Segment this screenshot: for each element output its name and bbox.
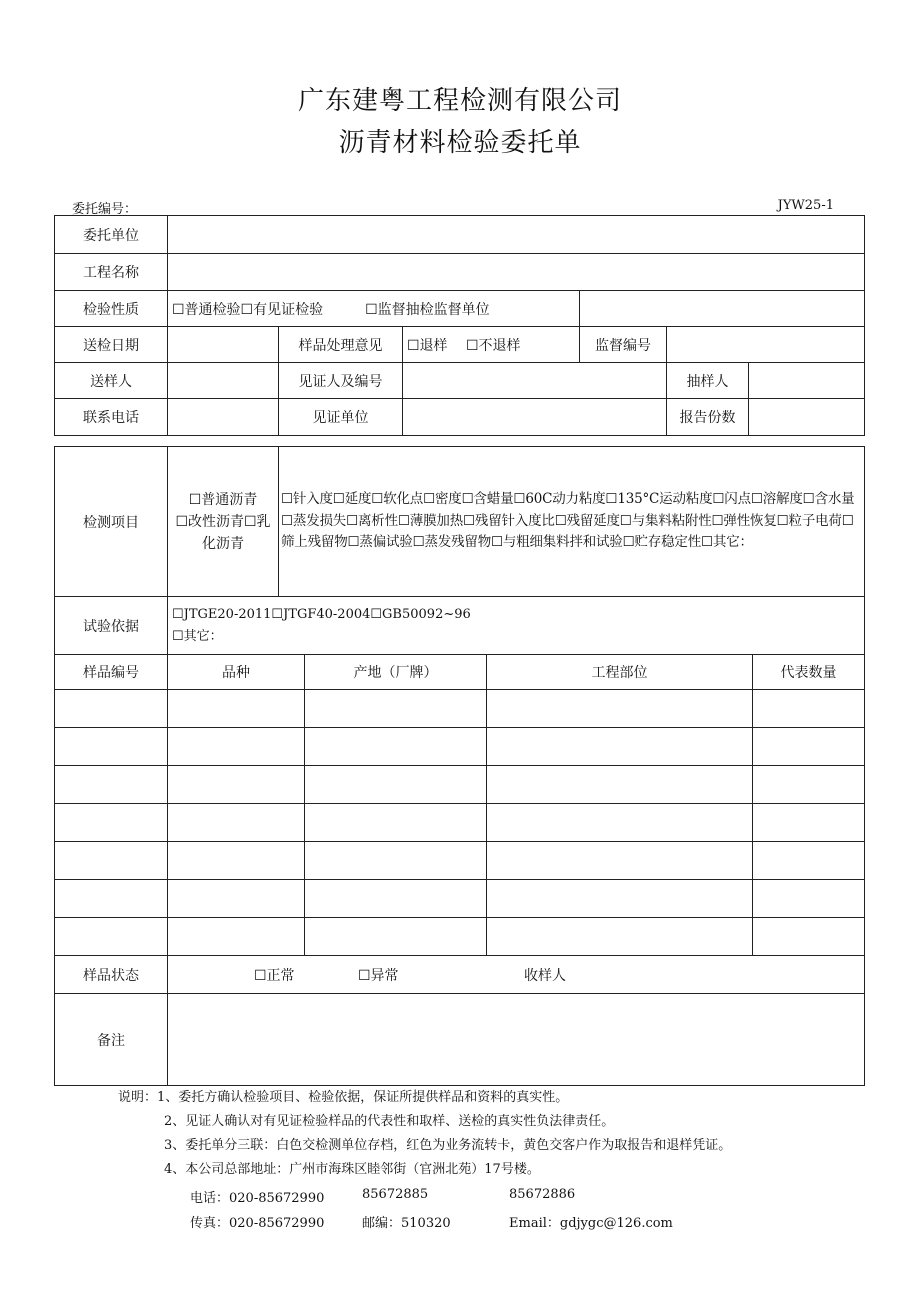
asphalt-type-normal[interactable]: ☐普通沥青	[188, 491, 258, 508]
col-project-part: 工程部位	[487, 655, 753, 690]
submit-date-field[interactable]	[168, 327, 279, 363]
supervision-unit-field[interactable]	[580, 291, 865, 327]
project-field[interactable]	[168, 254, 865, 291]
supervision-no-label: 监督编号	[580, 327, 667, 363]
origin-cell[interactable]	[305, 842, 487, 880]
variety-cell[interactable]	[168, 690, 305, 728]
note-3: 3、委托单分三联：白色交检测单位存档，红色为业务流转卡，黄色交客户作为取报告和退样凭证。	[164, 1138, 732, 1153]
origin-cell[interactable]	[305, 690, 487, 728]
origin-cell[interactable]	[305, 918, 487, 956]
table-row	[55, 766, 865, 804]
sampler-label: 抽样人	[667, 363, 749, 399]
quantity-cell[interactable]	[753, 766, 865, 804]
variety-cell[interactable]	[168, 728, 305, 766]
email-link[interactable]: Email：gdjygc@126.com	[509, 1216, 673, 1231]
table-row	[55, 880, 865, 918]
project-part-cell[interactable]	[487, 804, 753, 842]
witness-field[interactable]	[403, 363, 667, 399]
commission-info-table	[54, 215, 865, 436]
col-quantity: 代表数量	[753, 655, 865, 690]
inspection-type-label: 检验性质	[55, 291, 168, 327]
inspection-type-options[interactable]: ☐普通检验☐有见证检验 ☐监督抽检监督单位	[168, 291, 580, 327]
phone-label: 联系电话	[55, 399, 168, 436]
sample-no-cell[interactable]	[55, 880, 168, 918]
col-sample-no: 样品编号	[55, 655, 168, 690]
sample-no-cell[interactable]	[55, 804, 168, 842]
report-copies-label: 报告份数	[667, 399, 749, 436]
witness-unit-label: 见证单位	[279, 399, 403, 436]
origin-cell[interactable]	[305, 804, 487, 842]
sender-label: 送样人	[55, 363, 168, 399]
project-part-cell[interactable]	[487, 728, 753, 766]
test-basis-label: 试验依据	[55, 597, 168, 655]
quantity-cell[interactable]	[753, 690, 865, 728]
sampler-field[interactable]	[749, 363, 865, 399]
supervision-no-field[interactable]	[667, 327, 865, 363]
variety-cell[interactable]	[168, 766, 305, 804]
quantity-cell[interactable]	[753, 728, 865, 766]
test-basis-other[interactable]: ☐其它：	[172, 628, 223, 644]
table-row	[55, 728, 865, 766]
test-details-table	[54, 446, 865, 1086]
table-row	[55, 918, 865, 956]
test-items-options[interactable]: ☐针入度☐延度☐软化点☐密度☐含蜡量☐60C动力粘度☐135°C运动粘度☐闪点☐溶解度☐含水量☐蒸发损失☐离析性☐薄膜加热☐残留针入度比☐残留延度☐与集料粘附性☐弹性恢复☐粒子电荷☐筛上残留物☐蒸偏试验☐蒸发残留物☐与粗细集料拌和试验☐贮存稳定性☐其它：	[279, 447, 865, 597]
quantity-cell[interactable]	[753, 804, 865, 842]
variety-cell[interactable]	[168, 804, 305, 842]
tel-2: 85672885	[362, 1187, 429, 1202]
commission-no-label: 委托编号：	[72, 202, 138, 217]
sample-no-cell[interactable]	[55, 728, 168, 766]
table-row	[55, 842, 865, 880]
quantity-cell[interactable]	[753, 918, 865, 956]
tel-3: 85672886	[509, 1187, 576, 1202]
witness-label: 见证人及编号	[279, 363, 403, 399]
witness-unit-field[interactable]	[403, 399, 667, 436]
variety-cell[interactable]	[168, 842, 305, 880]
origin-cell[interactable]	[305, 766, 487, 804]
sample-no-cell[interactable]	[55, 690, 168, 728]
asphalt-type-modified-emulsified[interactable]: ☐改性沥青☐乳化沥青	[175, 513, 271, 552]
sample-status-label: 样品状态	[55, 956, 168, 994]
company-name: 广东建粤工程检测有限公司	[297, 86, 622, 116]
sample-no-cell[interactable]	[55, 918, 168, 956]
test-basis-options[interactable]: ☐JTGE20-2011☐JTGF40-2004☐GB50092~96	[172, 606, 471, 622]
tel-1: 电话：020-85672990	[190, 1191, 325, 1206]
form-code: JYW25-1	[777, 198, 834, 213]
client-field[interactable]	[168, 216, 865, 254]
submit-date-label: 送检日期	[55, 327, 168, 363]
quantity-cell[interactable]	[753, 842, 865, 880]
project-part-cell[interactable]	[487, 766, 753, 804]
notes	[118, 1086, 731, 1182]
sender-field[interactable]	[168, 363, 279, 399]
project-label: 工程名称	[55, 254, 168, 291]
sample-handling-options[interactable]: ☐退样 ☐不退样	[403, 327, 580, 363]
origin-cell[interactable]	[305, 880, 487, 918]
remarks-field[interactable]	[168, 994, 865, 1086]
postcode: 邮编：510320	[362, 1216, 451, 1231]
table-row	[55, 690, 865, 728]
sample-handling-label: 样品处理意见	[279, 327, 403, 363]
note-2: 2、见证人确认对有见证检验样品的代表性和取样、送检的真实性负法律责任。	[164, 1114, 615, 1129]
table-row	[55, 804, 865, 842]
variety-cell[interactable]	[168, 880, 305, 918]
client-label: 委托单位	[55, 216, 168, 254]
project-part-cell[interactable]	[487, 690, 753, 728]
sample-no-cell[interactable]	[55, 766, 168, 804]
project-part-cell[interactable]	[487, 880, 753, 918]
quantity-cell[interactable]	[753, 880, 865, 918]
project-part-cell[interactable]	[487, 842, 753, 880]
col-variety: 品种	[168, 655, 305, 690]
sample-no-cell[interactable]	[55, 842, 168, 880]
remarks-label: 备注	[55, 994, 168, 1086]
note-4: 4、本公司总部地址：广州市海珠区睦邻街（官洲北苑）17号楼。	[164, 1162, 540, 1177]
project-part-cell[interactable]	[487, 918, 753, 956]
report-copies-field[interactable]	[749, 399, 865, 436]
receiver-label: 收样人	[524, 968, 566, 984]
document-title: 沥青材料检验委托单	[338, 128, 582, 158]
status-normal-checkbox[interactable]: ☐正常	[254, 968, 295, 984]
status-abnormal-checkbox[interactable]: ☐异常	[358, 968, 399, 984]
variety-cell[interactable]	[168, 918, 305, 956]
phone-field[interactable]	[168, 399, 279, 436]
fax: 传真：020-85672990	[190, 1216, 325, 1231]
test-items-label: 检测项目	[55, 447, 168, 597]
col-origin: 产地（厂牌）	[305, 655, 487, 690]
note-1: 说明：1、委托方确认检验项目、检验依据，保证所提供样品和资料的真实性。	[118, 1090, 569, 1105]
origin-cell[interactable]	[305, 728, 487, 766]
